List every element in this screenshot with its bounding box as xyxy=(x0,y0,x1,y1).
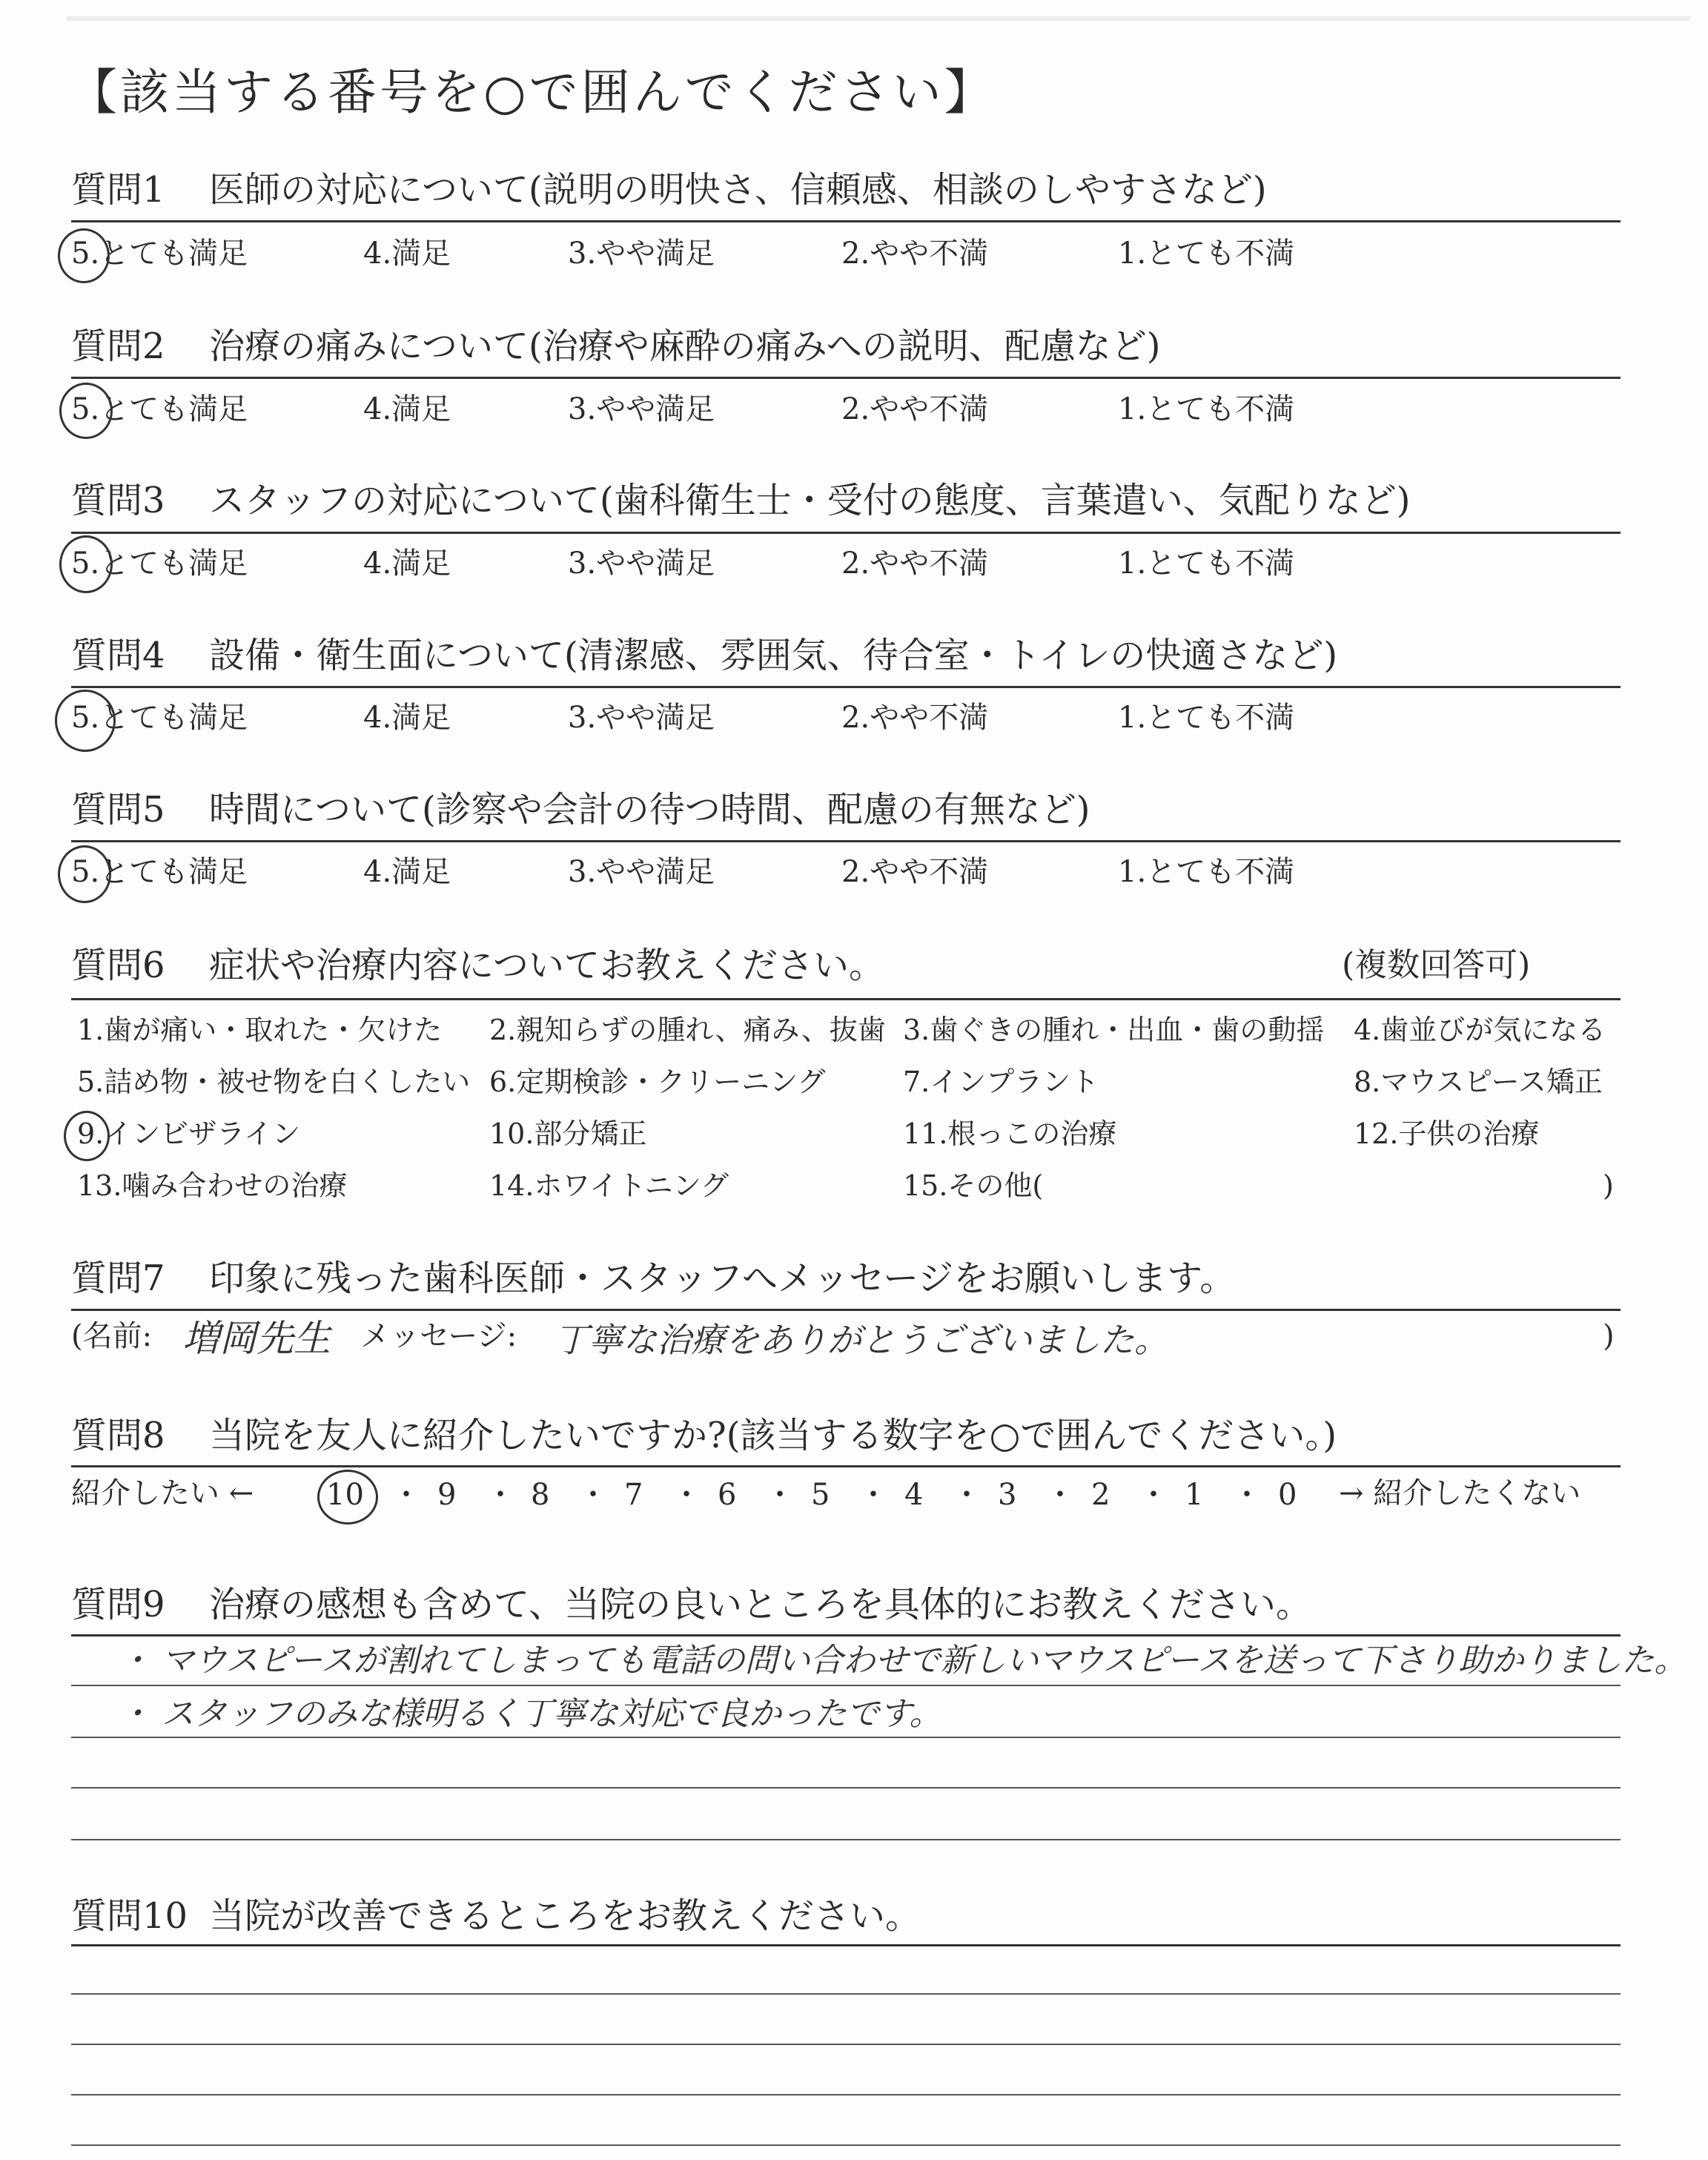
writing-line xyxy=(71,1787,1621,1789)
question-text: 設備・衛生面について(清潔感、雰囲気、待合室・トイレの快適さなど) xyxy=(209,635,1338,676)
scale-4[interactable]: 4 xyxy=(904,1478,924,1512)
q6-option-9[interactable]: 9.インビザライン xyxy=(77,1117,301,1150)
q6-option-8[interactable]: 8.マウスピース矯正 xyxy=(1354,1066,1603,1098)
selection-circle xyxy=(55,690,116,752)
scale-dot: ・ xyxy=(672,1478,701,1512)
q6-option-6[interactable]: 6.定期検診・クリーニング xyxy=(489,1066,826,1098)
option-2[interactable]: 2.やや不満 xyxy=(841,701,989,735)
scale-dot: ・ xyxy=(1045,1478,1075,1512)
scale-dot: ・ xyxy=(578,1478,608,1512)
selection-circle xyxy=(64,1111,110,1161)
message-label: メッセージ: xyxy=(360,1319,517,1353)
question-3 xyxy=(71,480,1411,521)
scale-dot: ・ xyxy=(765,1478,795,1512)
question-text: 治療の痛みについて(治療や麻酔の痛みへの説明、配慮など) xyxy=(209,326,1161,367)
scale-6[interactable]: 6 xyxy=(718,1478,737,1512)
question-rule xyxy=(71,998,1621,1000)
scale-dot: ・ xyxy=(391,1478,421,1512)
q6-option-1[interactable]: 1.歯が痛い・取れた・欠けた xyxy=(77,1014,443,1046)
option-4[interactable]: 4.満足 xyxy=(363,855,451,889)
scale-dot: ・ xyxy=(486,1478,515,1512)
question-rule xyxy=(71,686,1621,688)
question-8 xyxy=(71,1415,1337,1456)
question-rule xyxy=(71,840,1621,842)
option-2[interactable]: 2.やや不満 xyxy=(841,855,989,889)
option-2[interactable]: 2.やや不満 xyxy=(841,392,989,426)
writing-line xyxy=(71,1993,1621,1995)
question-7 xyxy=(71,1258,1236,1299)
question-rule xyxy=(71,1634,1621,1636)
answer-line-1[interactable]: ・ マウスピースが割れてしまっても電話の問い合わせで新しいマウスピースを送って下さり助かりました。 xyxy=(119,1642,1687,1680)
question-rule xyxy=(71,377,1621,379)
option-2[interactable]: 2.やや不満 xyxy=(841,546,989,581)
selection-circle xyxy=(59,383,113,439)
name-handwritten[interactable]: 増岡先生 xyxy=(182,1317,331,1360)
option-3[interactable]: 3.やや満足 xyxy=(568,237,715,271)
q6-option-2[interactable]: 2.親知らずの腫れ、痛み、抜歯 xyxy=(489,1014,886,1046)
option-1[interactable]: 1.とても不満 xyxy=(1118,392,1295,426)
question-6 xyxy=(71,945,885,986)
option-3[interactable]: 3.やや満足 xyxy=(568,701,715,735)
q6-option-3[interactable]: 3.歯ぐきの腫れ・出血・歯の動揺 xyxy=(903,1014,1325,1046)
writing-line xyxy=(71,1839,1621,1840)
question-number: 質問3 xyxy=(71,480,165,521)
q6-option-5[interactable]: 5.詰め物・被せ物を白くしたい xyxy=(77,1066,471,1098)
writing-line xyxy=(71,2144,1621,2146)
question-number: 質問9 xyxy=(71,1584,165,1625)
name-label: (名前: xyxy=(71,1319,153,1353)
question-text: 治療の感想も含めて、当院の良いところを具体的にお教えください。 xyxy=(209,1584,1312,1625)
scale-3[interactable]: 3 xyxy=(998,1478,1017,1512)
option-4[interactable]: 4.満足 xyxy=(363,701,451,735)
question-rule xyxy=(71,1465,1621,1467)
rating-row-q4 xyxy=(0,696,1708,740)
option-4[interactable]: 4.満足 xyxy=(363,237,451,271)
writing-line xyxy=(71,1737,1621,1738)
rating-row-q2 xyxy=(0,387,1708,432)
writing-line xyxy=(71,2044,1621,2045)
q6-option-13[interactable]: 13.噛み合わせの治療 xyxy=(77,1169,348,1202)
option-5[interactable]: 5.とても満足 xyxy=(71,701,248,735)
option-3[interactable]: 3.やや満足 xyxy=(568,546,715,581)
question-number: 質問4 xyxy=(71,635,165,676)
scale-8[interactable]: 8 xyxy=(531,1478,550,1512)
scale-9[interactable]: 9 xyxy=(437,1478,457,1512)
scale-1[interactable]: 1 xyxy=(1185,1478,1204,1512)
question-10 xyxy=(71,1895,921,1937)
question-1 xyxy=(71,169,1267,211)
option-5[interactable]: 5.とても満足 xyxy=(71,237,248,271)
option-5[interactable]: 5.とても満足 xyxy=(71,546,248,581)
scale-dot: ・ xyxy=(858,1478,888,1512)
q6-option-15[interactable]: 15.その他( xyxy=(903,1169,1044,1202)
question-number: 質問7 xyxy=(71,1258,165,1299)
scale-5[interactable]: 5 xyxy=(811,1478,830,1512)
scale-10[interactable]: 10 xyxy=(326,1478,364,1512)
q6-other-close: ) xyxy=(1603,1169,1614,1202)
recommend-left-label: 紹介したい ← xyxy=(71,1476,254,1510)
question-number: 質問5 xyxy=(71,789,165,830)
option-5[interactable]: 5.とても満足 xyxy=(71,392,248,426)
scale-7[interactable]: 7 xyxy=(624,1478,643,1512)
rating-row-q3 xyxy=(0,541,1708,586)
option-1[interactable]: 1.とても不満 xyxy=(1118,237,1295,271)
option-4[interactable]: 4.満足 xyxy=(363,392,451,426)
question-text: 当院を友人に紹介したいですか?(該当する数字を○で囲んでください。) xyxy=(209,1415,1337,1456)
rating-row-q1 xyxy=(0,231,1708,276)
question-text: 症状や治療内容についてお教えください。 xyxy=(209,945,885,986)
question-text: 時間について(診察や会計の待つ時間、配慮の有無など) xyxy=(209,789,1090,830)
scale-dot: ・ xyxy=(1139,1478,1168,1512)
writing-line xyxy=(71,2094,1621,2095)
message-handwritten[interactable]: 丁寧な治療をありがとうございました。 xyxy=(555,1320,1168,1360)
question-rule xyxy=(71,220,1621,222)
scale-dot: ・ xyxy=(1232,1478,1262,1512)
selection-circle xyxy=(58,228,110,283)
message-close: ) xyxy=(1603,1319,1615,1353)
option-1[interactable]: 1.とても不満 xyxy=(1118,546,1295,581)
option-3[interactable]: 3.やや満足 xyxy=(568,392,715,426)
question-rule xyxy=(71,1944,1621,1946)
scan-edge xyxy=(67,16,1690,21)
option-3[interactable]: 3.やや満足 xyxy=(568,855,715,889)
scale-dot: ・ xyxy=(952,1478,982,1512)
q6-option-10[interactable]: 10.部分矯正 xyxy=(489,1117,647,1150)
question-number: 質問6 xyxy=(71,945,165,986)
q6-option-4[interactable]: 4.歯並びが気になる xyxy=(1354,1014,1606,1046)
selection-circle xyxy=(59,535,113,593)
writing-line xyxy=(71,1685,1621,1686)
question-2 xyxy=(71,326,1161,367)
answer-line-2[interactable]: ・ スタッフのみな様明るく丁寧な対応で良かったです。 xyxy=(119,1695,942,1733)
question-text: 印象に残った歯科医師・スタッフへメッセージをお願いします。 xyxy=(209,1258,1236,1299)
recommend-right-label: → 紹介したくない xyxy=(1339,1476,1581,1510)
selection-circle xyxy=(58,845,111,903)
q6-option-7[interactable]: 7.インプラント xyxy=(903,1066,1099,1098)
option-2[interactable]: 2.やや不満 xyxy=(841,237,989,271)
question-text: 当院が改善できるところをお教えください。 xyxy=(209,1895,921,1937)
question-5 xyxy=(71,789,1090,830)
option-1[interactable]: 1.とても不満 xyxy=(1118,855,1295,889)
question-number: 質問2 xyxy=(71,326,165,367)
question-number: 質問8 xyxy=(71,1415,165,1456)
form-title: 【該当する番号を○で囲んでください】 xyxy=(68,64,996,121)
scale-2[interactable]: 2 xyxy=(1091,1478,1110,1512)
question-rule xyxy=(71,532,1621,534)
option-5[interactable]: 5.とても満足 xyxy=(71,855,248,889)
option-1[interactable]: 1.とても不満 xyxy=(1118,701,1295,735)
rating-row-q5 xyxy=(0,850,1708,894)
question-text: 医師の対応について(説明の明快さ、信頼感、相談のしやすさなど) xyxy=(209,169,1267,211)
scale-0[interactable]: 0 xyxy=(1278,1478,1297,1512)
q6-option-14[interactable]: 14.ホワイトニング xyxy=(489,1169,729,1202)
multi-answer-note: (複数回答可) xyxy=(1342,946,1531,984)
question-number: 質問1 xyxy=(71,169,165,211)
selection-circle xyxy=(317,1470,378,1525)
question-number: 質問10 xyxy=(71,1895,188,1937)
question-text: スタッフの対応について(歯科衛生士・受付の態度、言葉遣い、気配りなど) xyxy=(209,480,1411,521)
question-rule xyxy=(71,1309,1621,1311)
q6-option-12[interactable]: 12.子供の治療 xyxy=(1354,1117,1540,1150)
option-4[interactable]: 4.満足 xyxy=(363,546,451,581)
question-4 xyxy=(71,635,1338,676)
question-9 xyxy=(71,1584,1312,1625)
q6-option-11[interactable]: 11.根っこの治療 xyxy=(903,1117,1117,1150)
